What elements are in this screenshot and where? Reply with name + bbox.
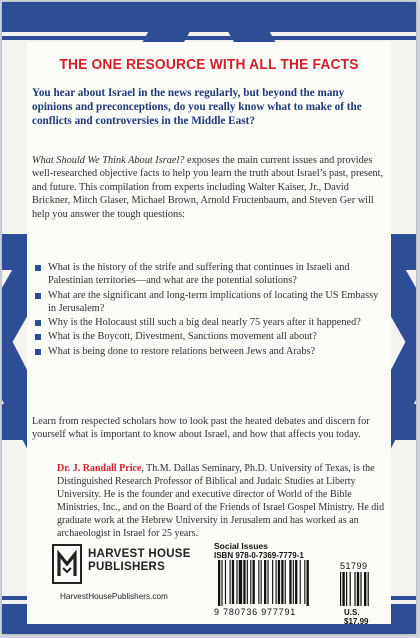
barcode-icon	[214, 560, 384, 608]
harvest-house-logo-icon	[52, 544, 82, 584]
publisher-url: HarvestHousePublishers.com	[60, 592, 168, 601]
bullet-icon	[35, 293, 41, 299]
bio-text: , Th.M. Dallas Seminary, Ph.D. University of Texas, is the Distinguished Research Professor of Biblical and Judaic Studies at Liberty University. He is the founder and executive director of World of the Bible Ministries, Inc., and on the Board of the Friends of Israel Gospel Ministry. He did graduate work at the Hebrew University in Jerusalem and has worked as an archaeologist in Israel for 25 years.	[57, 463, 385, 540]
author-bio	[57, 462, 387, 541]
barcode-block	[214, 541, 384, 626]
list-item: What are the significant and long-term implications of locating the US Embassy in Jerusalem?	[32, 289, 386, 316]
price-code: 51799	[340, 561, 368, 571]
list-item: What is the Boycott, Divestment, Sanctions movement all about?	[32, 330, 386, 343]
bullet-icon	[35, 265, 41, 271]
publisher-block	[52, 540, 222, 615]
lead-paragraph: You hear about Israel in the news regularly, but beyond the many opinions and preconceptions, do you really know what to make of the conflicts and controversies in the Middle East?	[32, 87, 362, 127]
closing-paragraph: Learn from respected scholars how to look past the heated debates and discern for yourself what is important to know about Israel, and how that affects you today.	[32, 416, 370, 441]
bullet-icon	[35, 320, 41, 326]
intro-text: exposes the main current issues and provides well-researched objective facts to help you learn the truth about Israel’s past, present, and future. This compilation from experts including Walter Kaiser, Jr., David Brickner, Mitch Glaser, Michael Brown, Arnold Fructenbaum, and Steven Ger will help you answer the tough questions:	[32, 155, 384, 220]
publisher-name: HARVEST HOUSE PUBLISHERS	[88, 548, 191, 573]
bullet-icon	[35, 334, 41, 340]
back-cover	[2, 2, 416, 634]
text-panel	[27, 42, 391, 624]
bullet-icon	[35, 349, 41, 355]
isbn-label: ISBN 978-0-7369-7779-1	[214, 551, 304, 560]
ean-number: 9 780736 977791	[214, 607, 297, 617]
list-item: What is being done to restore relations between Jews and Arabs?	[32, 345, 386, 358]
category-label: Social Issues	[214, 541, 268, 551]
author-name: Dr. J. Randall Price	[57, 463, 142, 474]
list-item: What is the history of the strife and suffering that continues in Israeli and Palestinian territories—and what are the potential solutions?	[32, 261, 386, 288]
price-label: U.S. $17.99	[344, 608, 369, 626]
intro-paragraph	[32, 154, 388, 221]
list-item: Why is the Holocaust still such a big deal nearly 75 years after it happened?	[32, 316, 386, 329]
book-title: What Should We Think About Israel?	[32, 155, 185, 166]
question-list	[32, 261, 386, 359]
headline: THE ONE RESOURCE WITH ALL THE FACTS	[59, 56, 359, 73]
